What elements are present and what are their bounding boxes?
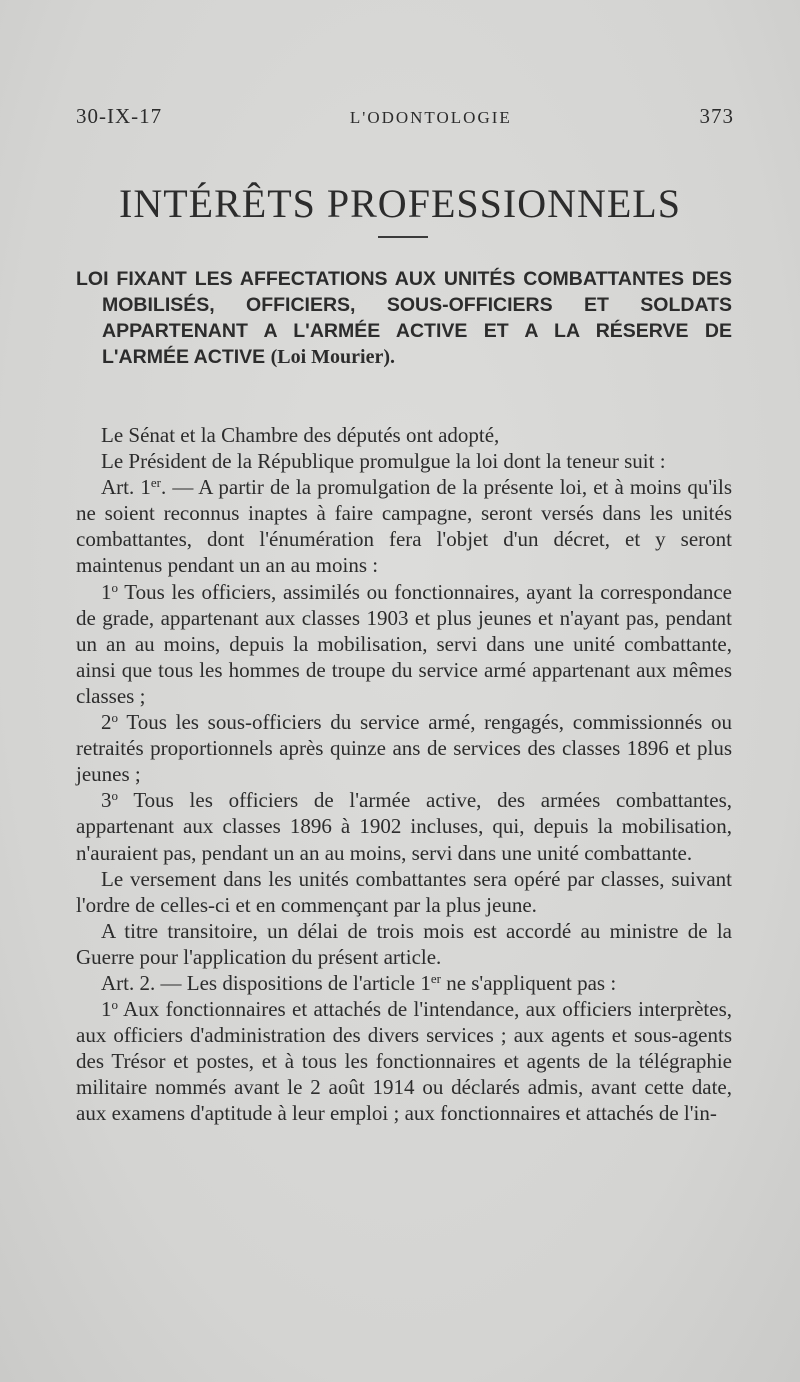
- paragraph-text: Aux fonctionnaires et attachés de l'intendance, aux officiers interprètes, aux officiers d'administration des divers services ; aux agents et sous-agents des Trésor et postes, et à tous les fonctionnaires et agents de la télégraphie militaire nommés avant le 2 août 1914 ou déclarés admis, avant cette date, aux examens d'aptitude à leur emploi ; aux fonctionnaires et attachés de l'in-: [76, 997, 732, 1126]
- paragraph-text: Tous les sous-officiers du service armé, rengagés, commissionnés ou retraités proportionnels après quinze ans de services des classes 1896 et plus jeunes ;: [76, 710, 732, 787]
- paragraph-text: 1: [101, 997, 112, 1022]
- paragraph-text: Le versement dans les unités combattantes sera opéré par classes, suivant l'ordre de celles-ci et en commençant par la plus jeune.: [76, 866, 732, 917]
- paragraph-text: Tous les officiers de l'armée active, des armées combattantes, appartenant aux classes 1896 à 1902 incluses, qui, depuis la mobilisation, n'auraient pas, pendant un an au moins, servi dans une unité combattante.: [76, 788, 732, 865]
- paragraph-text: Tous les officiers, assimilés ou fonctionnaires, ayant la correspondance de grade, appartenant aux classes 1903 et plus jeunes et n'ayant pas, pendant un an au moins, depuis la mobilisation, servi dans une unité combattante, ainsi que tous les hommes de troupe du service armé appartenant aux mêmes classes ;: [76, 579, 732, 708]
- paragraph-text: 2: [101, 710, 112, 735]
- body-paragraph: [76, 448, 732, 474]
- title-divider: [378, 236, 428, 238]
- body-paragraph: [76, 970, 732, 996]
- law-title: [76, 266, 732, 370]
- page-number: 373: [699, 104, 734, 128]
- paragraph-text: Le Sénat et la Chambre des députés ont adopté,: [101, 423, 500, 447]
- paragraph-text: 3: [101, 788, 112, 813]
- body-paragraph: [76, 422, 732, 448]
- article-body: [76, 422, 732, 1127]
- paragraph-text: Art. 2. — Les dispositions de l'article 1: [101, 970, 431, 995]
- law-title-subtitle: (Loi Mourier).: [270, 346, 395, 368]
- superscript: o: [111, 788, 118, 804]
- body-paragraph: [76, 787, 732, 865]
- journal-name: L'ODONTOLOGIE: [349, 108, 512, 127]
- body-paragraph: [76, 996, 732, 1126]
- running-header: [76, 104, 734, 129]
- paragraph-text: . — A partir de la promulgation de la présente loi, et à moins qu'ils ne soient reconnus inaptes à faire campagne, seront versés dans les unités combattantes, dont l'énumération fera l'objet d'un décret, et y seront maintenus pendant un an au moins :: [76, 475, 732, 578]
- issue-date: 30-IX-17: [76, 104, 163, 128]
- body-paragraph: [76, 474, 732, 578]
- paragraph-text: Le Président de la République promulgue la loi dont la teneur suit :: [101, 449, 666, 474]
- superscript: o: [111, 997, 118, 1013]
- paragraph-text: 1: [101, 579, 112, 604]
- body-paragraph: [76, 918, 732, 970]
- law-title-main: LOI FIXANT LES AFFECTATIONS AUX UNITÉS COMBATTANTES DES MOBILISÉS, OFFICIERS, SOUS-OFFICIERS ET SOLDATS APPARTENANT A L'ARMÉE ACTIVE ET A LA RÉSERVE DE L'ARMÉE ACTIVE: [76, 268, 732, 368]
- body-paragraph: [76, 709, 732, 787]
- paragraph-text: ne s'appliquent pas :: [440, 970, 617, 995]
- body-paragraph: [76, 866, 732, 918]
- superscript: o: [111, 710, 118, 726]
- paragraph-text: Art. 1: [101, 475, 151, 500]
- superscript: er: [150, 475, 161, 491]
- superscript: o: [111, 579, 118, 595]
- paragraph-text: A titre transitoire, un délai de trois mois est accordé au ministre de la Guerre pour l'application du présent article.: [76, 918, 732, 969]
- section-title: INTÉRÊTS PROFESSIONNELS: [119, 181, 681, 226]
- body-paragraph: [76, 579, 732, 709]
- superscript: er: [430, 970, 441, 986]
